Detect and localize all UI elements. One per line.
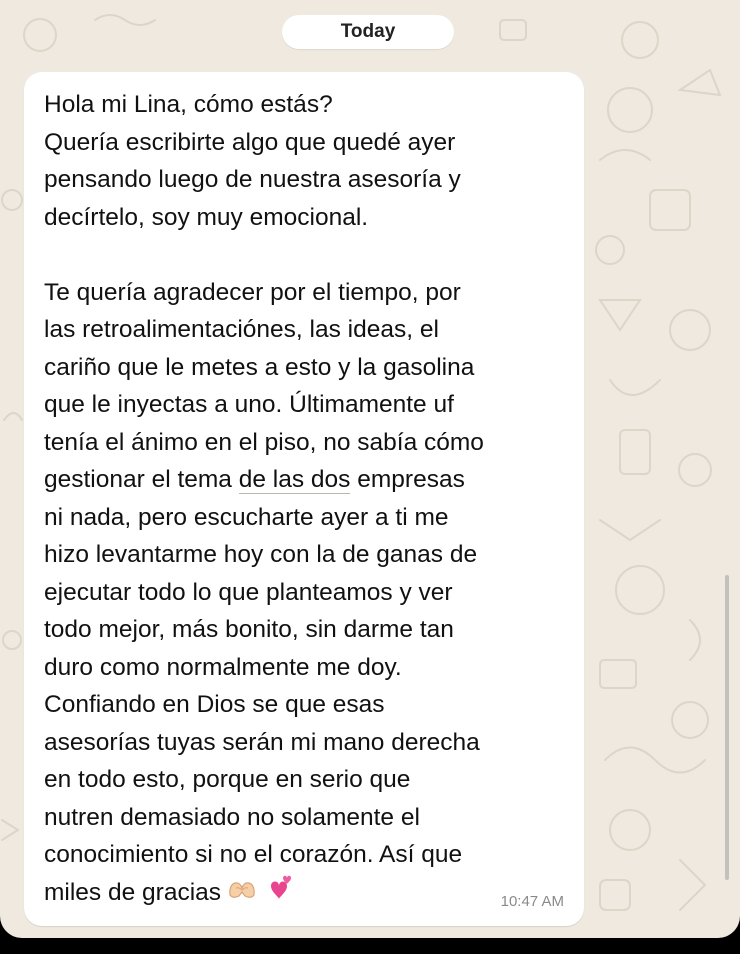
message-timestamp: 10:47 AM [500, 893, 564, 910]
message-paragraph-2-end: empresas ni nada, pero escucharte ayer a ti me hizo levantarme hoy con la de ganas de ejecutar todo lo que planteamos y ver todo mejor, más bonito, sin darme tan duro como normalmente me doy. Confiando en Dios se que esas asesorías tuyas serán mi mano derecha en todo esto, porque en serio que nutren demasiado no solamente el conocimiento si no el corazón. Así que miles de gracias [44, 466, 480, 906]
scrollbar[interactable] [725, 575, 729, 880]
heart-hands-emoji [227, 875, 257, 913]
date-label: Today [340, 21, 396, 42]
message-text [44, 86, 574, 913]
message-paragraph-2-start: Te quería agradecer por el tiempo, por las retroalimentaciónes, las ideas, el cariño que le metes a esto y la gasolina que le inyectas a uno. Últimamente uf tenía el ánimo en el piso, no sabía cómo gestionar el tema [44, 278, 484, 493]
underlined-phrase: de las dos [238, 466, 351, 493]
date-divider [282, 15, 454, 49]
two-hearts-emoji [263, 874, 293, 914]
incoming-message-bubble[interactable] [24, 72, 584, 926]
message-paragraph-1: Hola mi Lina, cómo estás? Quería escribirte algo que quedé ayer pensando luego de nuestra asesoría y decírtelo, soy muy emocional. [44, 91, 461, 231]
